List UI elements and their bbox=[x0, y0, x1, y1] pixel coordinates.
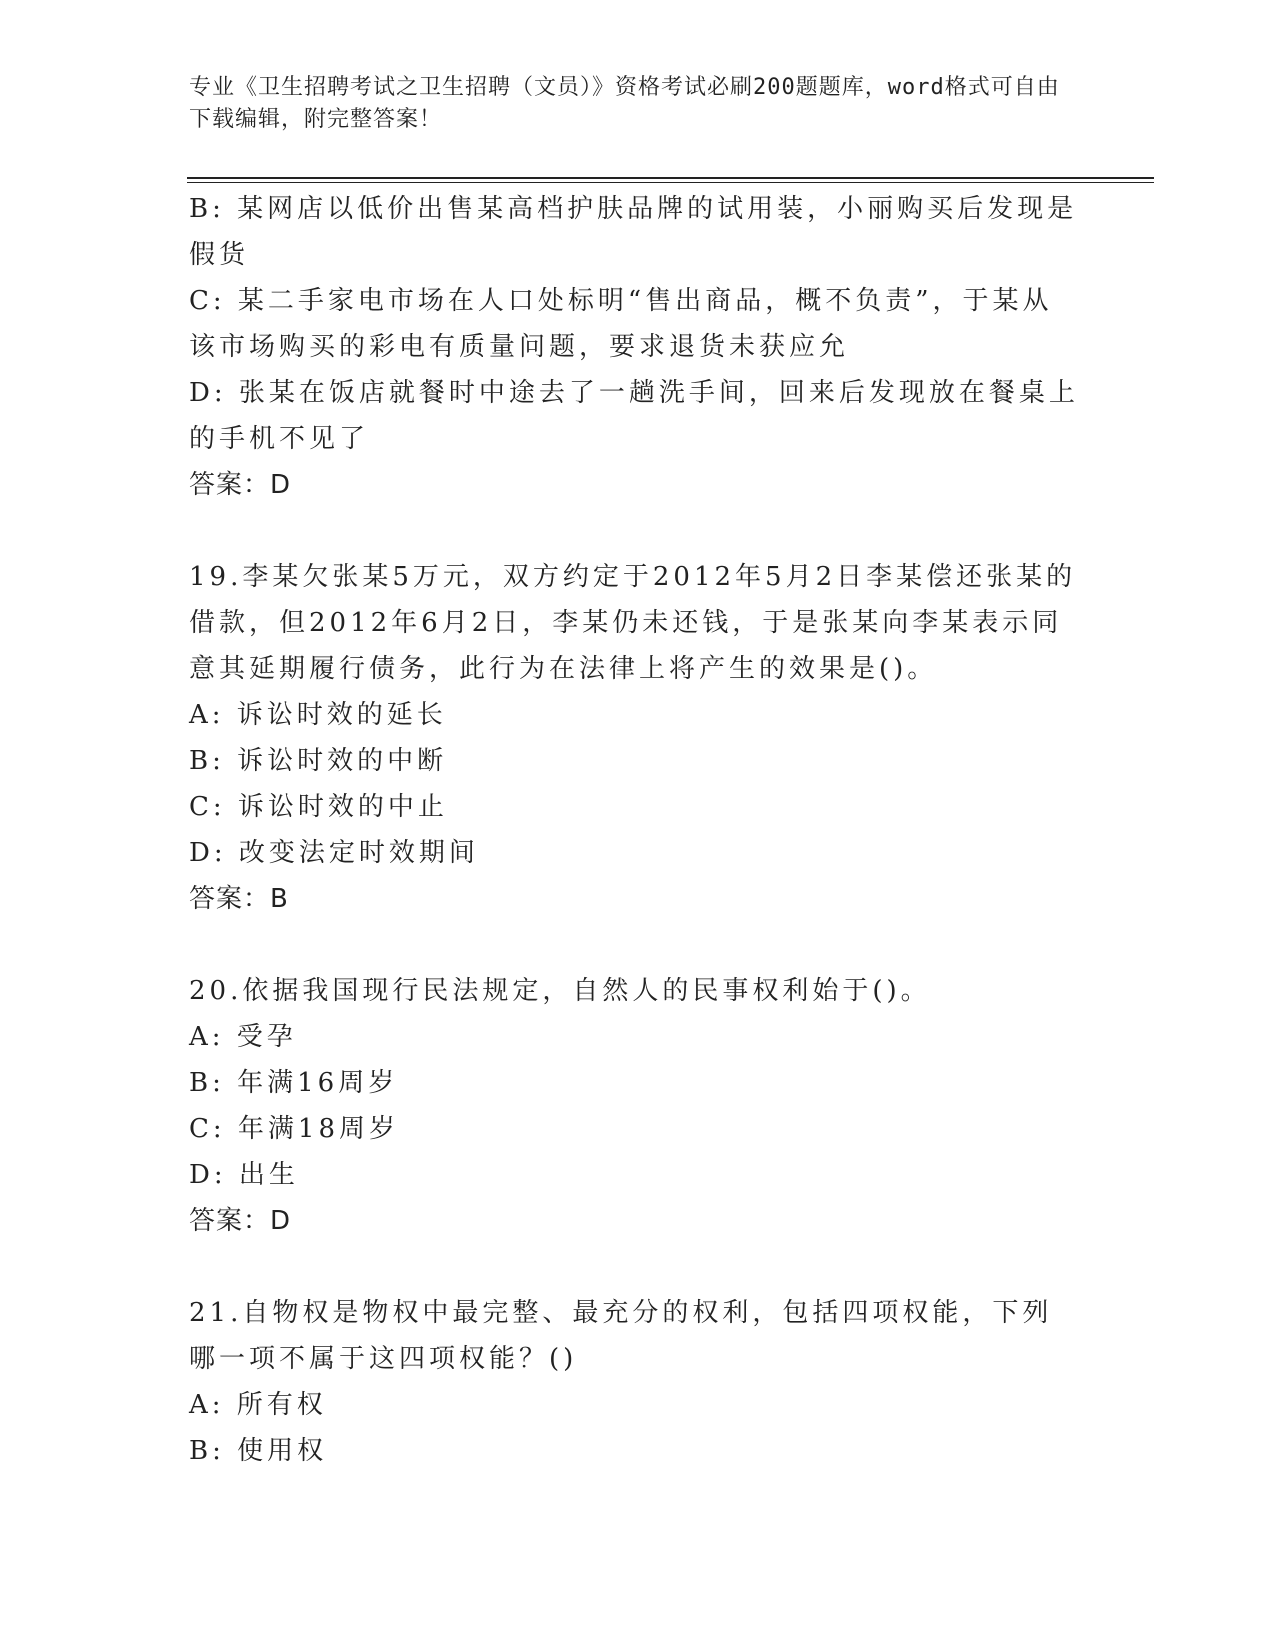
header-divider-thick bbox=[187, 177, 1154, 179]
question-20-stem: 20.依据我国现行民法规定，自然人的民事权利始于()。 bbox=[189, 976, 931, 1006]
header-title: 专业《卫生招聘考试之卫生招聘（文员）》资格考试必刷200题题库，word格式可自由下载编辑，附完整答案！ bbox=[189, 75, 1060, 132]
header-divider-thin bbox=[187, 182, 1154, 183]
question-19-answer: 答案：B bbox=[189, 884, 289, 914]
question-18-block bbox=[189, 186, 1079, 508]
question-18-answer: 答案：D bbox=[189, 470, 292, 500]
question-19-option-a: A: 诉讼时效的延长 bbox=[189, 700, 447, 730]
spacer bbox=[189, 508, 1079, 554]
question-18-option-c: C: 某二手家电市场在人口处标明“售出商品，概不负责”，于某从该市场购买的彩电有质量问题，要求退货未获应允 bbox=[189, 286, 1053, 362]
spacer bbox=[189, 922, 1079, 968]
document-header bbox=[189, 72, 1069, 136]
question-20-option-d: D: 出生 bbox=[189, 1160, 299, 1190]
question-18-option-b: B: 某网店以低价出售某高档护肤品牌的试用装，小丽购买后发现是假货 bbox=[189, 194, 1078, 270]
question-content bbox=[189, 186, 1079, 1474]
question-21-option-b: B: 使用权 bbox=[189, 1436, 328, 1466]
question-20-option-a: A: 受孕 bbox=[189, 1022, 297, 1052]
question-19-option-b: B: 诉讼时效的中断 bbox=[189, 746, 448, 776]
question-21-stem: 21.自物权是物权中最完整、最充分的权利，包括四项权能，下列哪一项不属于这四项权能？() bbox=[189, 1298, 1053, 1374]
spacer bbox=[189, 1244, 1079, 1290]
question-21-option-a: A: 所有权 bbox=[189, 1390, 327, 1420]
question-20-block bbox=[189, 968, 1079, 1244]
question-20-answer: 答案：D bbox=[189, 1206, 292, 1236]
question-19-option-d: D: 改变法定时效期间 bbox=[189, 838, 479, 868]
question-20-option-c: C: 年满18周岁 bbox=[189, 1114, 400, 1144]
question-21-block bbox=[189, 1290, 1079, 1474]
question-18-option-d: D: 张某在饭店就餐时中途去了一趟洗手间，回来后发现放在餐桌上的手机不见了 bbox=[189, 378, 1079, 454]
question-19-option-c: C: 诉讼时效的中止 bbox=[189, 792, 448, 822]
question-19-stem: 19.李某欠张某5万元，双方约定于2012年5月2日李某偿还张某的借款，但2012年6月2日，李某仍未还钱，于是张某向李某表示同意其延期履行债务，此行为在法律上将产生的效果是()。 bbox=[189, 562, 1077, 684]
question-19-block bbox=[189, 554, 1079, 922]
question-20-option-b: B: 年满16周岁 bbox=[189, 1068, 399, 1098]
